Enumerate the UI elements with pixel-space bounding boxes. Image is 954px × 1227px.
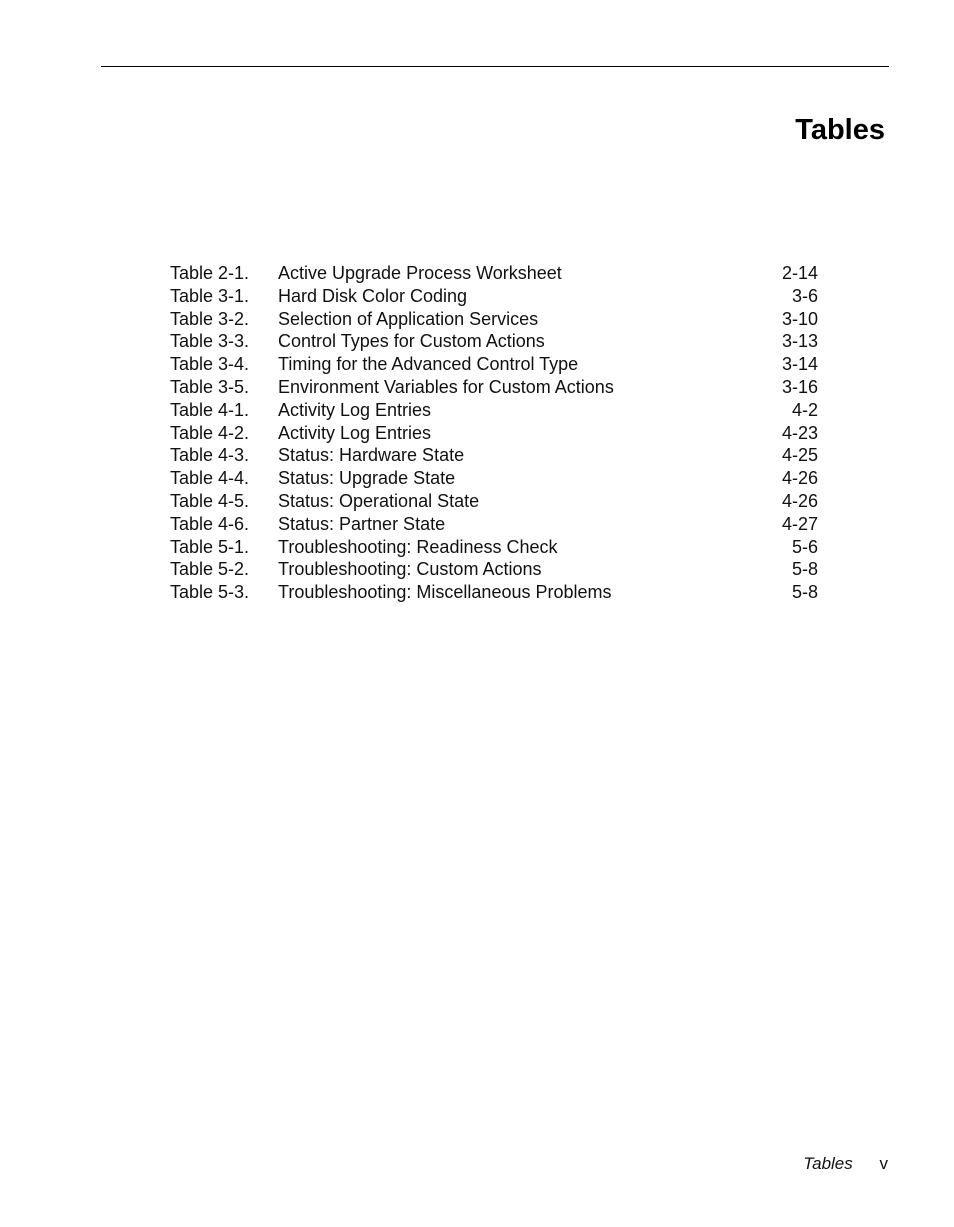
- toc-entry-page: 4-23: [781, 422, 818, 443]
- toc-entry[interactable]: [170, 513, 818, 536]
- toc-entry[interactable]: [170, 467, 818, 490]
- toc-entry-page: 3-10: [781, 308, 818, 329]
- toc-entry-label: Table 3-3.: [170, 331, 250, 352]
- toc-entry[interactable]: [170, 285, 818, 308]
- toc-entry-title: Environment Variables for Custom Actions: [278, 376, 614, 397]
- toc-entry-label: Table 5-2.: [170, 559, 250, 580]
- toc-entry-page: 4-25: [781, 445, 818, 466]
- toc-entry-title: Status: Upgrade State: [278, 468, 456, 489]
- toc-entry-label: Table 3-2.: [170, 308, 250, 329]
- toc-entry-page: 4-27: [781, 513, 818, 534]
- footer-section-title: Tables: [803, 1154, 853, 1173]
- toc-entry[interactable]: [170, 376, 818, 399]
- toc-entry-page: 3-14: [781, 354, 818, 375]
- toc-entry[interactable]: [170, 558, 818, 581]
- header-rule: [101, 66, 889, 67]
- toc-entry-page: 4-2: [791, 399, 818, 420]
- toc-entry-label: Table 4-5.: [170, 490, 250, 511]
- toc-entry-label: Table 4-6.: [170, 513, 250, 534]
- toc-entry-page: 3-13: [781, 331, 818, 352]
- toc-entry[interactable]: [170, 422, 818, 445]
- toc-entry-label: Table 4-3.: [170, 445, 250, 466]
- toc-entry-title: Activity Log Entries: [278, 399, 432, 420]
- table-of-tables: [170, 262, 818, 604]
- toc-entry-title: Active Upgrade Process Worksheet: [278, 263, 562, 283]
- toc-entry-label: Table 3-4.: [170, 354, 250, 375]
- footer-page-number: v: [879, 1154, 888, 1173]
- toc-entry[interactable]: [170, 262, 818, 285]
- page-title: Tables: [795, 114, 885, 146]
- toc-entry-title: Control Types for Custom Actions: [278, 331, 545, 352]
- toc-entry-page: 5-8: [791, 582, 818, 603]
- toc-entry-title: Troubleshooting: Readiness Check: [278, 536, 558, 557]
- toc-entry[interactable]: [170, 581, 818, 604]
- toc-entry-label: Table 3-1.: [170, 285, 250, 306]
- toc-entry-page: 5-8: [791, 559, 818, 580]
- toc-entry-title: Selection of Application Services: [278, 308, 539, 329]
- toc-entry[interactable]: [170, 490, 818, 513]
- toc-entry-label: Table 5-1.: [170, 536, 250, 557]
- toc-entry-page: 4-26: [781, 490, 818, 511]
- toc-entry-title: Troubleshooting: Miscellaneous Problems: [278, 582, 612, 603]
- toc-entry-page: 2-14: [781, 263, 818, 283]
- toc-entry-label: Table 4-4.: [170, 468, 250, 489]
- toc-entry-title: Hard Disk Color Coding: [278, 285, 468, 306]
- toc-entry[interactable]: [170, 536, 818, 559]
- page-footer: [803, 1153, 888, 1175]
- toc-entry-label: Table 4-1.: [170, 399, 250, 420]
- toc-entry-label: Table 5-3.: [170, 582, 250, 603]
- toc-entry-label: Table 2-1.: [170, 263, 250, 283]
- toc-entry[interactable]: [170, 330, 818, 353]
- toc-entry-title: Timing for the Advanced Control Type: [278, 354, 579, 375]
- toc-entry-title: Troubleshooting: Custom Actions: [278, 559, 542, 580]
- toc-entry-title: Status: Hardware State: [278, 445, 465, 466]
- toc-entry-page: 4-26: [781, 468, 818, 489]
- toc-entry[interactable]: [170, 308, 818, 331]
- toc-entry-title: Activity Log Entries: [278, 422, 432, 443]
- toc-entry-title: Status: Partner State: [278, 513, 446, 534]
- toc-entry-label: Table 4-2.: [170, 422, 250, 443]
- toc-entry-label: Table 3-5.: [170, 376, 250, 397]
- toc-entry[interactable]: [170, 399, 818, 422]
- toc-entry-page: 3-16: [781, 376, 818, 397]
- toc-entry-title: Status: Operational State: [278, 490, 480, 511]
- toc-entry-page: 3-6: [791, 285, 818, 306]
- toc-entry[interactable]: [170, 353, 818, 376]
- toc-entry[interactable]: [170, 444, 818, 467]
- toc-entry-page: 5-6: [791, 536, 818, 557]
